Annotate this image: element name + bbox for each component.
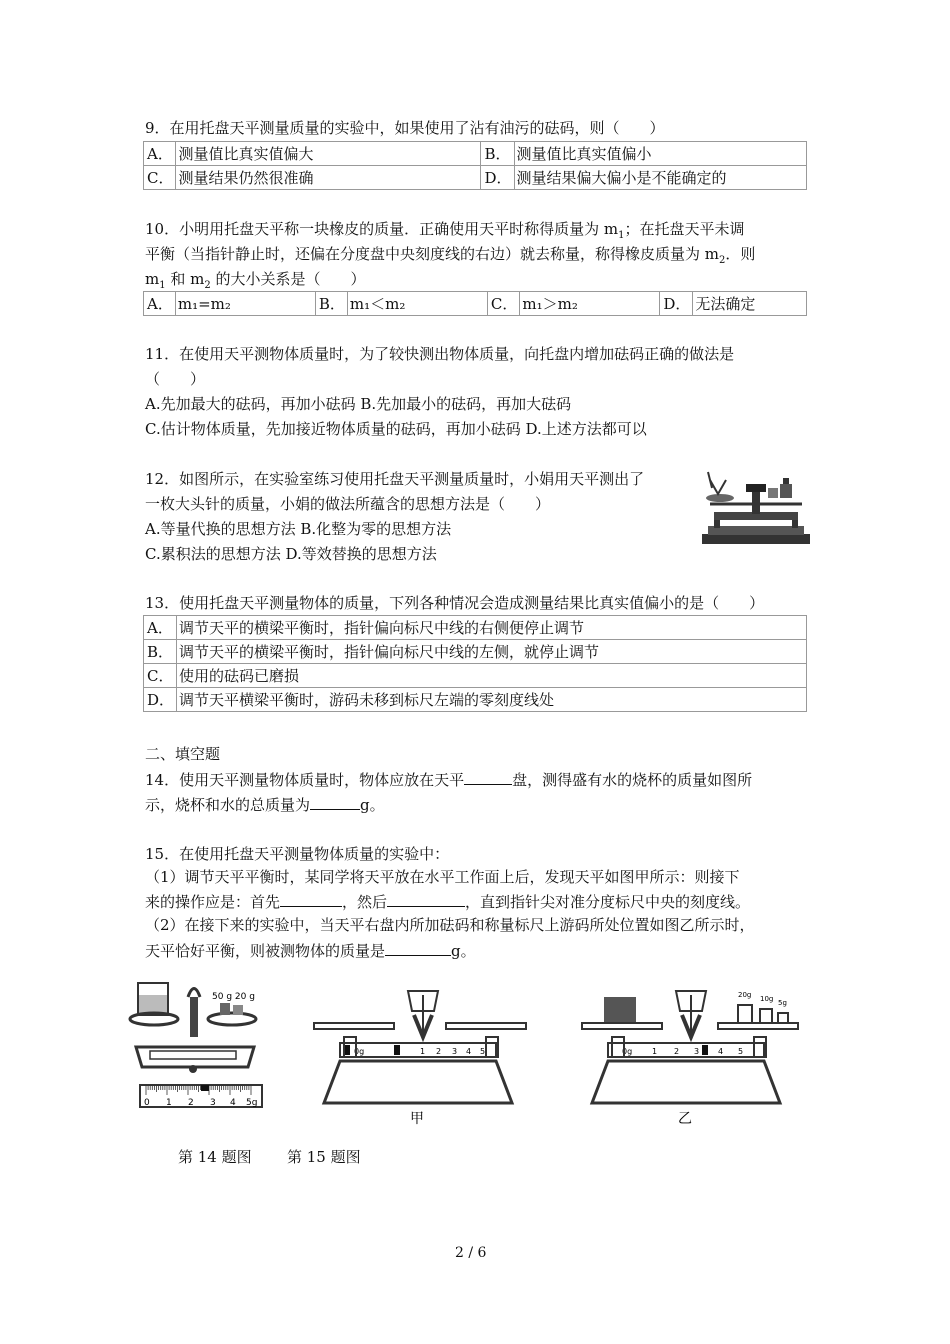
q15-line-3 — [145, 890, 750, 913]
q9-options-table — [143, 141, 807, 190]
fig15a-scale-2: 2 — [436, 1047, 442, 1056]
q9-option-b-text: 测量值比真实值偏小 — [514, 142, 806, 166]
q11-line-4: C.估计物体质量，先加接近物体质量的砝码，再加小砝码 D.上述方法都可以 — [145, 420, 647, 438]
q11-line-2: （ ） — [145, 370, 206, 388]
q10-option-b-text: m₁＜m₂ — [347, 292, 487, 316]
fig15a-scale-4: 4 — [466, 1047, 472, 1056]
q15-line5-text-a: 天平恰好平衡，则被测物体的质量是 — [145, 942, 386, 960]
q9-stem: 9．在用托盘天平测量质量的实验中，如果使用了沾有油污的砝码，则（ ） — [145, 119, 665, 137]
fig14-scale-5: 5g — [246, 1098, 258, 1108]
q15-blank-3[interactable] — [385, 939, 451, 956]
q10-line3-sub1: 1 — [159, 280, 166, 291]
q15-blank-1[interactable] — [280, 890, 342, 907]
fig15a-label: 甲 — [410, 1111, 424, 1125]
fig15a-scale-0: 0g — [354, 1047, 365, 1056]
fig15b-weight-10g: 10g — [760, 995, 774, 1003]
q10-option-d-label: D． — [660, 292, 693, 316]
fig15b-balance-figure — [578, 985, 806, 1125]
q10-option-b-label: B． — [315, 292, 347, 316]
q13-option-d-label: D． — [144, 688, 177, 712]
q12-line-1: 12．如图所示，在实验室练习使用托盘天平测量质量时，小娟用天平测出了 — [145, 470, 645, 488]
fig14-caption: 第 14 题图 — [178, 1148, 252, 1166]
fig15-caption: 第 15 题图 — [287, 1148, 361, 1166]
q13-option-a-label: A． — [144, 616, 177, 640]
q15-line-4: （2）在接下来的实验中，当天平右盘内所加砝码和称量标尺上游码所处位置如图乙所示时， — [145, 916, 755, 934]
q12-line-4: C.累积法的思想方法 D.等效替换的思想方法 — [145, 545, 437, 563]
q9-option-d-label: D． — [481, 166, 514, 190]
q11-line-3: A.先加最大的砝码，再加小砝码 B.先加最小的砝码，再加大砝码 — [145, 395, 572, 413]
q9-option-c-text: 测量结果仍然很准确 — [176, 166, 481, 190]
fig15b-scale-5: 5 — [738, 1047, 744, 1056]
q15-blank-2[interactable] — [387, 890, 465, 907]
q14-blank-2[interactable] — [310, 793, 360, 810]
q15-line3-text-c: ，直到指针尖对准分度标尺中央的刻度线。 — [465, 893, 751, 911]
q10-option-a-text: m₁=m₂ — [175, 292, 315, 316]
fig15b-scale-2: 2 — [674, 1047, 680, 1056]
fig15b-weight-5g: 5g — [778, 999, 787, 1007]
q12-balance-figure — [700, 468, 812, 546]
q14-line-1 — [145, 768, 752, 791]
fig15a-scale-1: 1 — [420, 1047, 426, 1056]
fig14-scale-0: 0 — [144, 1098, 150, 1108]
q14-line1-text-b: 盘，测得盛有水的烧杯的质量如图所 — [512, 771, 753, 789]
fig14-weights-label: 50 g 20 g — [212, 992, 255, 1002]
fig14-scale-3: 3 — [210, 1098, 216, 1108]
q14-line1-text-a: 14．使用天平测量物体质量时，物体应放在天平 — [145, 771, 465, 789]
q13-option-b-label: B． — [144, 640, 177, 664]
q10-option-a-label: A． — [144, 292, 176, 316]
q15-line-2: （1）调节天平平衡时，某同学将天平放在水平工作面上后，发现天平如图甲所示：则接下 — [145, 868, 740, 886]
q14-line2-text-b: g。 — [360, 796, 385, 814]
q10-option-d-text: 无法确定 — [693, 292, 807, 316]
q15-line5-text-b: g。 — [451, 942, 476, 960]
q10-line3-sub2: 2 — [204, 280, 211, 291]
q10-line1-sub: 1 — [618, 230, 625, 241]
fig15b-label: 乙 — [678, 1111, 692, 1125]
q9-option-a-label: A． — [144, 142, 176, 166]
q13-option-a-text: 调节天平的横梁平衡时，指针偏向标尺中线的右侧便停止调节 — [177, 616, 807, 640]
fig15a-scale-5: 5 — [480, 1047, 486, 1056]
q13-option-b-text: 调节天平的横梁平衡时，指针偏向标尺中线的左侧，就停止调节 — [177, 640, 807, 664]
fig15b-scale-4: 4 — [718, 1047, 724, 1056]
fig14-scale-1: 1 — [166, 1098, 172, 1108]
q15-line3-text-a: 来的操作应是：首先 — [145, 893, 281, 911]
q15-line3-text-b: ，然后 — [342, 893, 388, 911]
fig14-balance-figure — [128, 975, 263, 1110]
q13-option-c-label: C． — [144, 664, 177, 688]
q10-option-c-text: m₁＞m₂ — [520, 292, 660, 316]
q10-line2-sub: 2 — [719, 255, 726, 266]
q14-blank-1[interactable] — [464, 768, 512, 785]
q10-option-c-label: C． — [487, 292, 519, 316]
q14-line-2 — [145, 793, 385, 816]
q9-option-a-text: 测量值比真实值偏大 — [176, 142, 481, 166]
q9-option-d-text: 测量结果偏大偏小是不能确定的 — [514, 166, 806, 190]
q13-stem: 13．使用托盘天平测量物体的质量，下列各种情况会造成测量结果比真实值偏小的是（ ） — [145, 594, 765, 612]
q9-option-b-label: B． — [481, 142, 514, 166]
fig15a-balance-figure — [310, 985, 530, 1125]
q12-line-2: 一枚大头针的质量，小娟的做法所蕴含的思想方法是（ ） — [145, 495, 551, 513]
fig15b-weight-20g: 20g — [738, 991, 752, 999]
q10-line1-text-b: ；在托盘天平未调 — [624, 220, 745, 238]
q11-line-1: 11．在使用天平测物体质量时，为了较快测出物体质量，向托盘内增加砝码正确的做法是 — [145, 345, 735, 363]
fig15b-scale-3: 3 — [694, 1047, 700, 1056]
page-number: 2 / 6 — [455, 1245, 487, 1261]
fig15b-scale-0: 0g — [622, 1047, 633, 1056]
q14-line2-text-a: 示，烧杯和水的总质量为 — [145, 796, 311, 814]
fig15a-scale-3: 3 — [452, 1047, 458, 1056]
q10-line2-text-b: ．则 — [725, 245, 756, 263]
fig15b-scale-1: 1 — [652, 1047, 658, 1056]
q10-line3-text-a: m — [145, 270, 160, 288]
q10-line3-text-c: 的大小关系是（ ） — [210, 270, 366, 288]
q15-line-5 — [145, 939, 476, 962]
q10-options-table — [143, 291, 807, 316]
q12-line-3: A.等量代换的思想方法 B.化整为零的思想方法 — [145, 520, 452, 538]
q13-option-c-text: 使用的砝码已磨损 — [177, 664, 807, 688]
fig14-scale-2: 2 — [188, 1098, 194, 1108]
fig14-scale-4: 4 — [230, 1098, 236, 1108]
q15-line-1: 15．在使用托盘天平测量物体质量的实验中： — [145, 845, 450, 863]
q10-line3-text-b: 和 m — [165, 270, 205, 288]
q10-line2-text-a: 平衡（当指针静止时，还偏在分度盘中央刻度线的右边）就去称量，称得橡皮质量为 m — [145, 245, 719, 263]
q9-option-c-label: C． — [144, 166, 176, 190]
q13-option-d-text: 调节天平横梁平衡时，游码未移到标尺左端的零刻度线处 — [177, 688, 807, 712]
q13-options-table — [143, 615, 807, 712]
section-2-heading: 二、填空题 — [145, 745, 221, 763]
q10-line1-text-a: 10．小明用托盘天平称一块橡皮的质量．正确使用天平时称得质量为 m — [145, 220, 619, 238]
